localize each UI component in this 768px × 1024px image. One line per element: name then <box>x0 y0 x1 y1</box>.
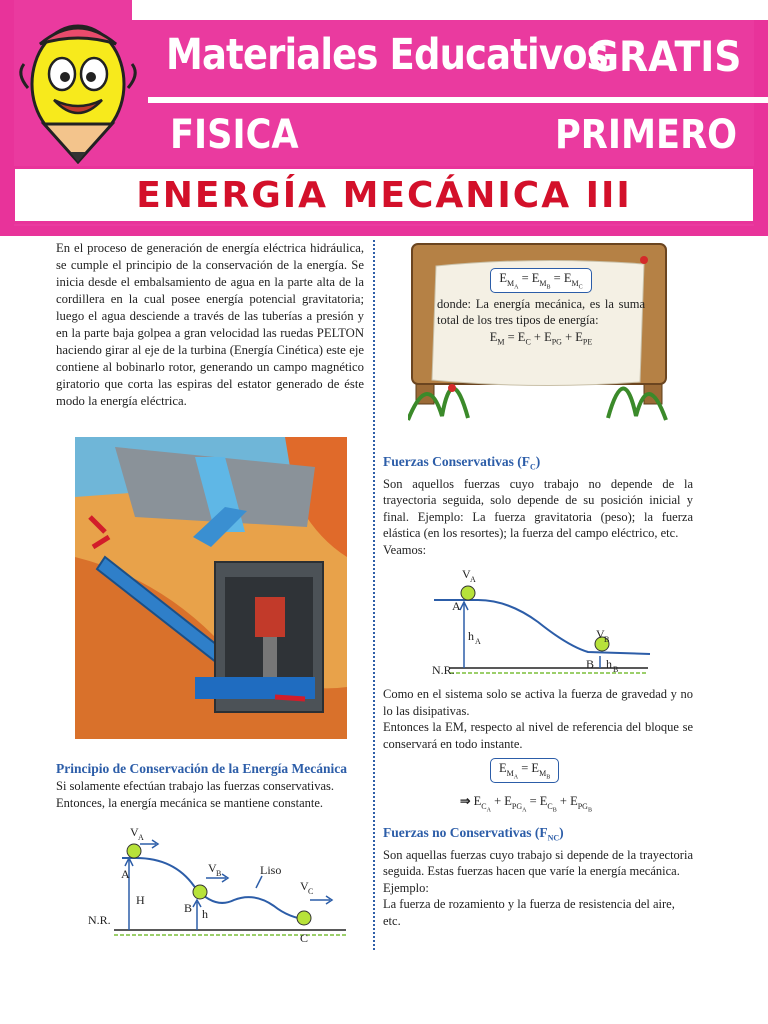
ball-c <box>297 911 311 925</box>
label-nr: N.R. <box>432 663 455 677</box>
conservation-diagram <box>84 826 364 944</box>
ejemplo-label: Ejemplo: <box>383 880 429 895</box>
nonconservative-heading: Fuerzas no Conservativas $(F_{NC})$ <box>383 825 564 843</box>
pencil-mascot-icon <box>14 14 142 164</box>
topic-title: ENERGÍA MECÁNICA III <box>136 175 632 216</box>
grade-label: PRIMERO <box>555 112 738 158</box>
intro-paragraph: En el proceso de generación de energía eléctrica hidráulica, se cumple el principio de la conservación de la energía. Se inicia desde el embalsamiento de agua en la parte alta de la cordillera en la cual posee energía potencial gravitatoria; luego el agua desciende a través de las tuberías a presión y en la parte baja golpea a gran velocidad las ruedas PELTON haciendo girar al eje de la turbina (Energía Cinética) este eje contiene al bobinarlo rotor, generando un campo magnético giratorio que corta las espiras del estator generado de éste modo la energía eléctrica. <box>56 241 364 408</box>
column-divider <box>373 240 375 950</box>
principle-section <box>56 760 368 811</box>
subject-label: FISICA <box>170 112 299 158</box>
conservative-diagram <box>428 568 654 680</box>
label-va-sub: A <box>138 833 144 842</box>
label-vb-sub: B <box>604 635 610 644</box>
header-top-strip <box>132 0 768 20</box>
em-sum-formula: $E_M = E_C + E_{PG} + E_{PE}$ <box>489 330 593 347</box>
label-a: A <box>121 867 130 881</box>
em-conservation-text: Entonces la EM, respecto al nivel de referencia del bloque se conservará en todo instante. <box>383 720 693 751</box>
label-nr: N.R. <box>88 913 111 927</box>
label-h-small: h <box>202 907 208 921</box>
gratis-label: GRATIS <box>588 32 742 81</box>
conservative-text: Son aquellos fuerzas cuyo trabajo no depende de la trayectoria seguida, solo depende de su posición inicial y final. Ejemplo: La fuerza gravitatoria (peso); la fuerza elástica (en los resortes); la fuerza del campo eléctrico, etc. <box>383 476 693 541</box>
principle-text: Si solamente efectúan trabajo las fuerzas conservativas. Entonces, la energía mecánica se mantiene constante. <box>56 779 335 810</box>
nonconservative-text: Son aquellas fuerzas cuyo trabajo si depende de la trayectoria seguida. Estas fuerzas hacen que varíe la energía mecánica. <box>383 847 693 879</box>
label-b: B <box>184 901 193 915</box>
expanded-em-formula: ⇒ $E_{C_A} + E_{PG_A} = E_{C_B} + E_{PG_B}$ <box>460 794 592 814</box>
label-a: A <box>452 599 461 613</box>
conservative-section <box>383 453 693 558</box>
conservative-heading: Fuerzas Conservativas $(F_C)$ <box>383 454 541 472</box>
label-ha: h <box>468 629 474 643</box>
gravity-section <box>383 686 693 752</box>
gravity-text: Como en el sistema solo se activa la fuerza de gravedad y no lo las disipativas. <box>383 687 693 718</box>
label-c: C <box>300 931 309 944</box>
ball-a <box>461 586 475 600</box>
em-equality-formula: $E_{M_A} = E_{M_B} = E_{M_C}$ <box>490 268 591 293</box>
implies-arrow-icon: ⇒ <box>460 794 471 808</box>
label-va: V <box>462 568 471 581</box>
site-title: Materiales Educativos <box>166 30 608 80</box>
label-va: V <box>130 826 139 839</box>
label-vb: V <box>208 861 217 875</box>
label-vb-sub: B <box>216 869 222 878</box>
label-ha-sub: A <box>475 637 481 646</box>
topic-box <box>12 166 756 224</box>
hydroelectric-plant-illustration <box>75 437 347 739</box>
label-vc-sub: C <box>308 887 314 896</box>
label-va-sub: A <box>470 575 476 584</box>
ball-a <box>127 844 141 858</box>
label-hb: h <box>606 657 612 671</box>
ejemplo-text: La fuerza de rozamiento y la fuerza de resistencia del aire, etc. <box>383 897 675 928</box>
label-hb-sub: B <box>613 665 619 674</box>
ball-b <box>193 885 207 899</box>
sign-content <box>437 268 645 347</box>
em-ab-formula: $E_{M_A} = E_{M_B}$ <box>490 758 559 783</box>
principle-heading: Principio de Conservación de la Energía Mecánica <box>56 761 347 776</box>
veamos-label: Veamos: <box>383 542 427 557</box>
header-banner <box>0 0 768 236</box>
label-h-big: H <box>136 893 145 907</box>
left-column <box>56 240 364 410</box>
label-b: B <box>586 657 595 671</box>
header-divider <box>148 97 768 103</box>
label-liso: Liso <box>260 863 282 877</box>
nonconservative-section <box>383 824 693 929</box>
label-vb: V <box>596 627 605 641</box>
donde-text: donde: La energía mecánica, es la suma total de los tres tipos de energía: <box>437 297 645 328</box>
label-vc: V <box>300 879 309 893</box>
